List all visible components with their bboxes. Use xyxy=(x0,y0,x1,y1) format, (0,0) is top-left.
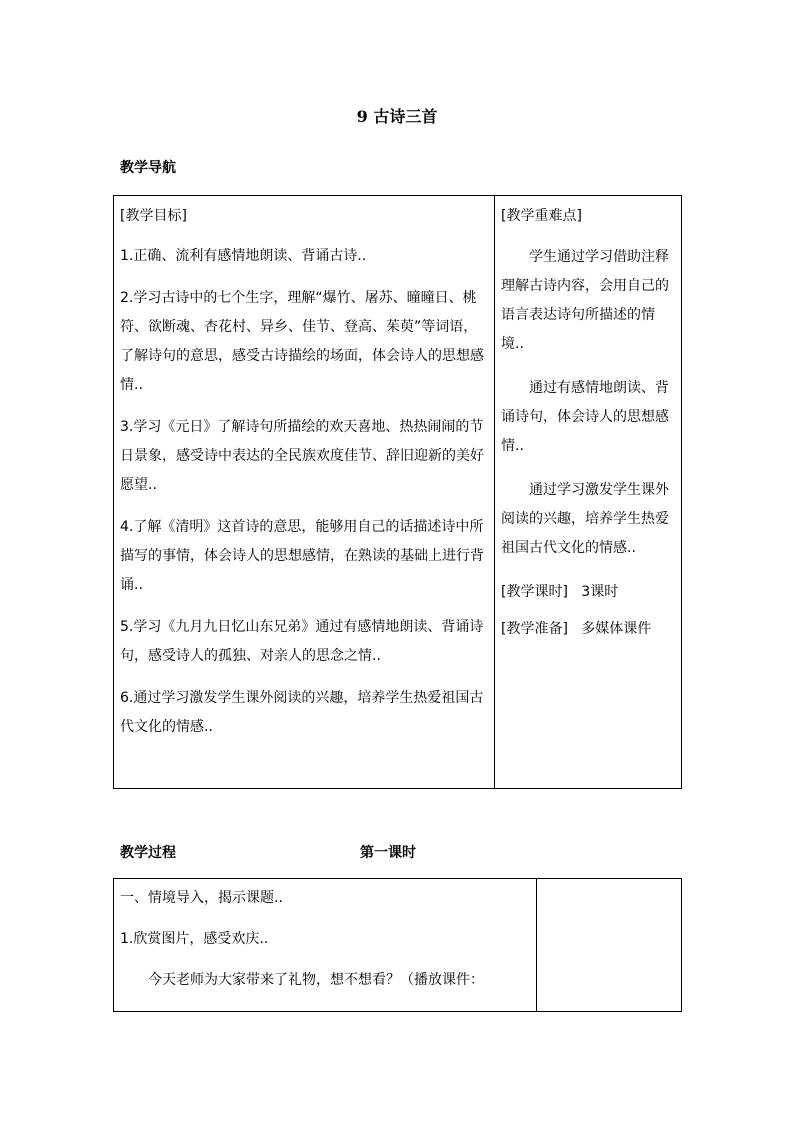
teaching-nav-label: 教学导航 xyxy=(120,160,176,176)
class-hours-row xyxy=(501,578,675,607)
process-line-2: 1.欣赏图片，感受欢庆.. xyxy=(120,931,269,947)
goal-item-3: 3.学习《元日》了解诗句所描绘的欢天喜地、热热闹闹的节日景象，感受诗中表达的全民族欢度佳节、辞旧迎新的美好愿望.. xyxy=(120,419,484,493)
lesson-label: 第一课时 xyxy=(360,845,416,861)
process-line-3: 今天老师为大家带来了礼物，想不想看？（播放课件： xyxy=(148,972,484,988)
page-title: 9 古诗三首 xyxy=(356,107,438,126)
keypoints-heading: [教学重难点] xyxy=(501,208,582,224)
goal-item-6: 6.通过学习激发学生课外阅读的兴趣，培养学生热爱祖国古代文化的情感.. xyxy=(120,690,484,735)
keypoints-cell xyxy=(495,196,682,789)
goal-item-2: 2.学习古诗中的七个生字，理解“爆竹、屠苏、曈曈日、桃符、欲断魂、杏花村、异乡、佳节、登高、茱萸”等词语，了解诗句的意思，感受古诗描绘的场面，体会诗人的思想感情.. xyxy=(120,290,484,393)
goals-cell xyxy=(114,196,495,789)
process-content-cell xyxy=(114,879,537,1012)
keypoint-paragraph-1: 学生通过学习借助注释理解古诗内容，会用自己的语言表达诗句所描述的情境.. xyxy=(501,249,669,352)
goals-heading: [教学目标] xyxy=(120,208,187,224)
teaching-nav-table xyxy=(113,195,682,789)
preparation-value: 多媒体课件 xyxy=(581,621,652,637)
class-hours-label: [教学课时] xyxy=(501,584,568,600)
preparation-row xyxy=(501,615,675,644)
class-hours-value: 3课时 xyxy=(581,584,619,600)
preparation-label: [教学准备] xyxy=(501,621,568,637)
goal-item-1: 1.正确、流利有感情地朗读、背诵古诗.. xyxy=(120,248,367,264)
process-line-1: 一、情境导入，揭示课题.. xyxy=(120,890,283,906)
process-notes-cell xyxy=(537,879,682,1012)
keypoint-paragraph-2: 通过有感情地朗读、背诵诗句，体会诗人的思想感情.. xyxy=(501,380,669,454)
teaching-process-table xyxy=(113,878,682,1012)
goal-item-5: 5.学习《九月九日忆山东兄弟》通过有感情地朗读、背诵诗句，感受诗人的孤独、对亲人的思念之情.. xyxy=(120,619,484,664)
keypoint-paragraph-3: 通过学习激发学生课外阅读的兴趣，培养学生热爱祖国古代文化的情感.. xyxy=(501,482,669,556)
goal-item-4: 4.了解《清明》这首诗的意思，能够用自己的话描述诗中所描写的事情，体会诗人的思想感情，在熟读的基础上进行背诵.. xyxy=(120,519,484,593)
teaching-process-label: 教学过程 xyxy=(120,845,176,861)
